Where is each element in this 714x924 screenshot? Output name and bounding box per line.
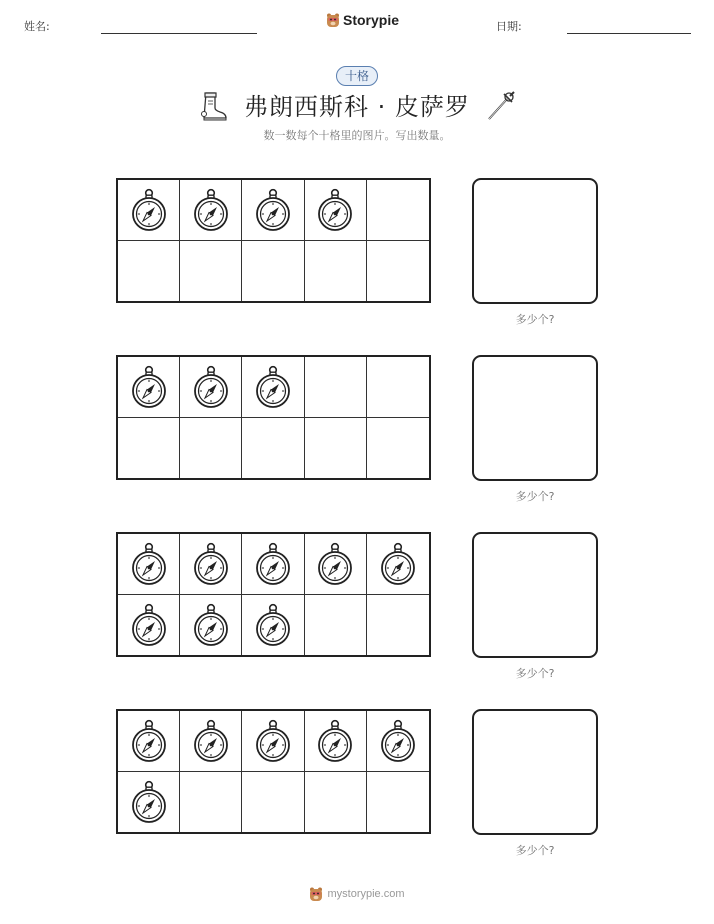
compass-icon (254, 188, 292, 232)
compass-icon (316, 188, 354, 232)
compass-icon (130, 719, 168, 763)
ten-frame-cell (118, 772, 180, 833)
ten-frame-cell (118, 241, 180, 302)
ten-frame-cell (180, 534, 242, 595)
ten-frame-cell (242, 534, 304, 595)
ten-frame-cell (367, 418, 429, 479)
ten-frame (116, 178, 431, 303)
ten-frame-cell (367, 772, 429, 833)
compass-icon (316, 542, 354, 586)
how-many-label: 多少个? (515, 844, 555, 857)
compass-icon (254, 542, 292, 586)
compass-icon (130, 365, 168, 409)
compass-icon (130, 603, 168, 647)
compass-icon (192, 365, 230, 409)
how-many-label: 多少个? (515, 667, 555, 680)
brand-logo (326, 12, 399, 28)
brand-name: Storypie (343, 12, 400, 28)
ten-frame-cell (118, 357, 180, 418)
ten-frame-cell (180, 595, 242, 656)
instructions: 数一数每个十格里的图片。写出数量。 (263, 129, 451, 142)
ten-frame-cell (305, 711, 367, 772)
name-label: 姓名: (24, 20, 50, 33)
ten-frame-cell (180, 357, 242, 418)
date-field[interactable] (567, 33, 691, 34)
storypie-bear-icon (326, 12, 340, 28)
ten-frame-cell (305, 595, 367, 656)
answer-box[interactable] (472, 178, 598, 304)
footer-url: mystorypie.com (327, 888, 405, 900)
compass-icon (192, 542, 230, 586)
ten-frame-cell (242, 772, 304, 833)
ten-frame-cell (367, 241, 429, 302)
ten-frame-cell (305, 180, 367, 241)
ten-frame-cell (242, 357, 304, 418)
name-field[interactable] (101, 33, 257, 34)
ten-frame (116, 532, 431, 657)
ten-frame-cell (180, 772, 242, 833)
compass-icon (192, 719, 230, 763)
sword-icon (484, 90, 516, 122)
date-label: 日期: (496, 20, 522, 33)
ten-frame-cell (118, 180, 180, 241)
ten-frame-cell (180, 241, 242, 302)
ten-frame-cell (242, 180, 304, 241)
compass-icon (254, 719, 292, 763)
ten-frame-cell (367, 711, 429, 772)
ten-frame-cell (118, 711, 180, 772)
ten-frame (116, 355, 431, 480)
ten-frame-cell (180, 418, 242, 479)
ten-frame-cell (180, 180, 242, 241)
ten-frame-cell (242, 595, 304, 656)
compass-icon (316, 719, 354, 763)
compass-icon (379, 542, 417, 586)
answer-box[interactable] (472, 532, 598, 658)
page-title: 弗朗西斯科 · 皮萨罗 (244, 93, 470, 121)
ten-frame-cell (242, 241, 304, 302)
ten-frame-cell (367, 180, 429, 241)
storypie-bear-icon (309, 886, 323, 902)
compass-icon (192, 188, 230, 232)
ten-frame-cell (305, 418, 367, 479)
ten-frame-cell (118, 595, 180, 656)
ten-frame-cell (242, 418, 304, 479)
compass-icon (254, 365, 292, 409)
ten-frame-cell (367, 357, 429, 418)
ten-frame (116, 709, 431, 834)
ten-frame-badge: 十格 (336, 66, 378, 86)
answer-box[interactable] (472, 355, 598, 481)
ten-frame-cell (305, 772, 367, 833)
ten-frame-cell (367, 595, 429, 656)
compass-icon (130, 188, 168, 232)
ten-frame-cell (305, 241, 367, 302)
ten-frame-cell (305, 357, 367, 418)
ten-frame-cell (118, 534, 180, 595)
compass-icon (192, 603, 230, 647)
compass-icon (130, 542, 168, 586)
ten-frame-cell (118, 418, 180, 479)
ten-frame-cell (180, 711, 242, 772)
ten-frame-cell (242, 711, 304, 772)
how-many-label: 多少个? (515, 490, 555, 503)
ten-frame-cell (367, 534, 429, 595)
compass-icon (379, 719, 417, 763)
footer (0, 886, 714, 902)
how-many-label: 多少个? (515, 313, 555, 326)
compass-icon (130, 780, 168, 824)
ten-frame-cell (305, 534, 367, 595)
compass-icon (254, 603, 292, 647)
answer-box[interactable] (472, 709, 598, 835)
